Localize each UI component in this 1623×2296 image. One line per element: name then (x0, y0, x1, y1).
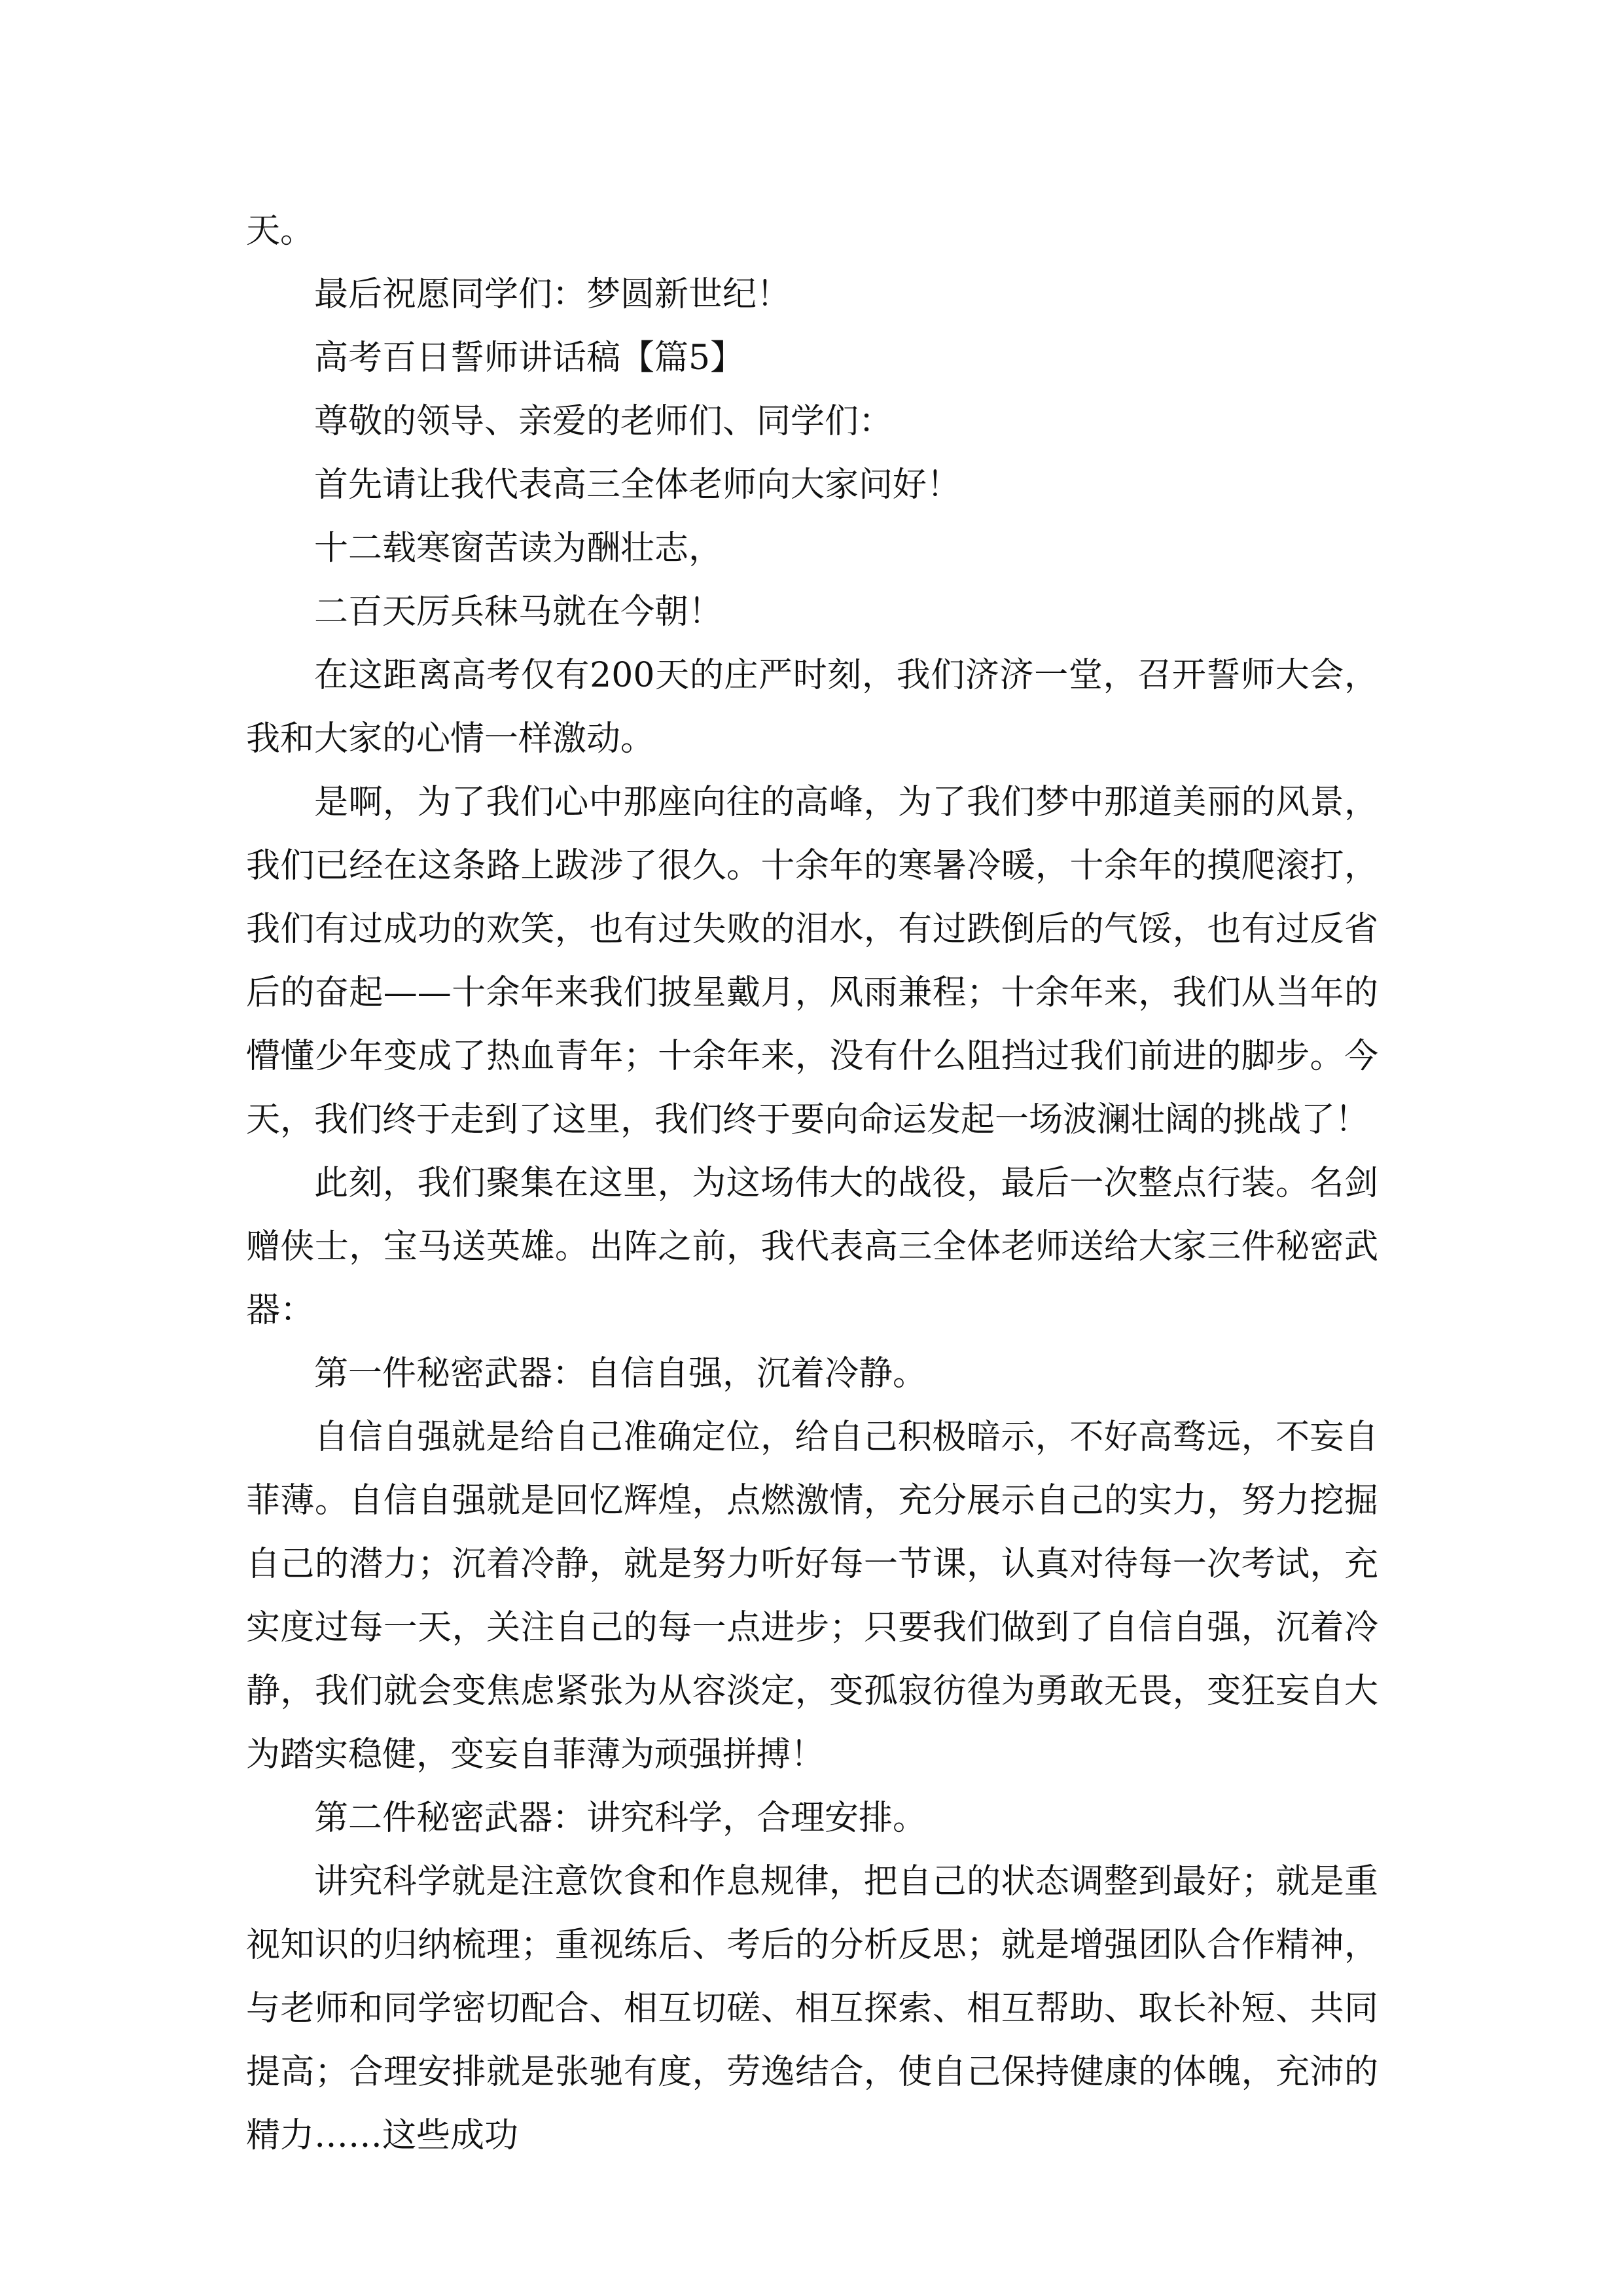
paragraph-heading-weapon-1: 第一件秘密武器：自信自强，沉着冷静。 (314, 1354, 927, 1393)
document-page (246, 200, 1378, 2168)
paragraph-closing-wish: 最后祝愿同学们：梦圆新世纪！ (314, 275, 791, 314)
paragraph-body: 此刻，我们聚集在这里，为这场伟大的战役，最后一次整点行装。名剑赠侠士，宝马送英雄。出阵之前，我代表高三全体老师送给大家三件秘密武器： (246, 1164, 1378, 1330)
paragraph-greeting: 首先请让我代表高三全体老师向大家问好！ (314, 465, 961, 505)
paragraph-body: 是啊，为了我们心中那座向往的高峰，为了我们梦中那道美丽的风景，我们已经在这条路上跋涉了很久。十余年的寒暑冷暖，十余年的摸爬滚打，我们有过成功的欢笑，也有过失败的泪水，有过跌倒后的气馁，也有过反省后的奋起——十余年来我们披星戴月，风雨兼程；十余年来，我们从当年的懵懂少年变成了热血青年；十余年来，没有什么阻挡过我们前进的脚步。今天，我们终于走到了这里，我们终于要向命运发起一场波澜壮阔的挑战了！ (246, 783, 1378, 1139)
paragraph-body: 自信自强就是给自己准确定位，给自己积极暗示，不好高骛远，不妄自菲薄。自信自强就是回忆辉煌，点燃激情，充分展示自己的实力，努力挖掘自己的潜力；沉着冷静，就是努力听好每一节课，认真对待每一次考试，充实度过每一天，关注自己的每一点进步；只要我们做到了自信自强，沉着冷静，我们就会变焦虑紧张为从容淡定，变孤寂彷徨为勇敢无畏，变狂妄自大为踏实稳健，变妄自菲薄为顽强拼搏！ (246, 1418, 1378, 1774)
paragraph-heading-weapon-2: 第二件秘密武器：讲究科学，合理安排。 (314, 1799, 927, 1838)
paragraph-body: 在这距离高考仅有200天的庄严时刻，我们济济一堂，召开誓师大会，我和大家的心情一样激动。 (246, 656, 1378, 759)
paragraph-salutation: 尊敬的领导、亲爱的老师们、同学们： (314, 402, 893, 441)
section-title: 高考百日誓师讲话稿【篇5】 (314, 338, 745, 378)
paragraph-verse-1: 十二载寒窗苦读为酬壮志， (314, 529, 723, 568)
paragraph-body: 讲究科学就是注意饮食和作息规律，把自己的状态调整到最好；就是重视知识的归纳梳理；重视练后、考后的分析反思；就是增强团队合作精神，与老师和同学密切配合、相互切磋、相互探索、相互帮助、取长补短、共同提高；合理安排就是张驰有度，劳逸结合，使自己保持健康的体魄，充沛的精力……这些成功 (246, 1862, 1378, 2155)
paragraph-verse-2: 二百天厉兵秣马就在今朝！ (314, 592, 723, 632)
paragraph-continuation: 天。 (246, 211, 315, 251)
